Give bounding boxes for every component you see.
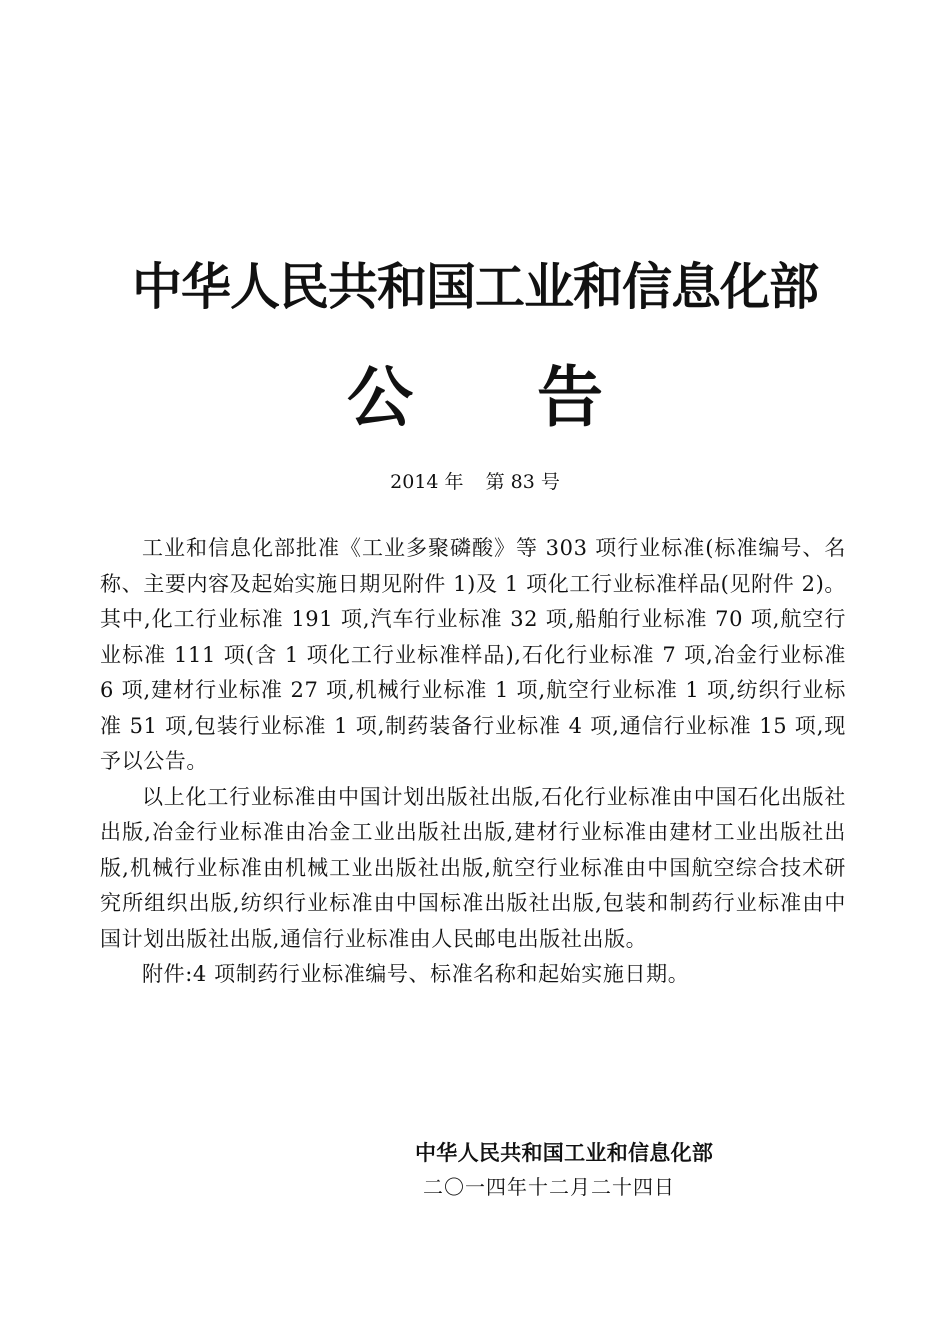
signature-organization: 中华人民共和国工业和信息化部 (415, 1141, 714, 1165)
attachment-note: 附件:4 项制药行业标准编号、标准名称和起始实施日期。 (142, 962, 690, 986)
notice-body (100, 531, 846, 993)
signature-block (415, 1136, 835, 1204)
notice-title (0, 355, 950, 441)
ministry-title: 中华人民共和国工业和信息化部 (132, 258, 818, 316)
document-number: 第 83 号 (485, 471, 560, 493)
notice-title-char-1: 公 (347, 359, 413, 436)
document-number-line (0, 466, 950, 498)
notice-title-char-2: 告 (537, 359, 603, 436)
body-paragraph-2: 以上化工行业标准由中国计划出版社出版,石化行业标准由中国石化出版社出版,冶金行业标准由冶金工业出版社出版,建材行业标准由建材工业出版社出版,机械行业标准由机械工业出版社出版,航空行业标准由中国航空综合技术研究所组织出版,纺织行业标准由中国标准出版社出版,包装和制药行业标准由中国计划出版社出版,通信行业标准由人民邮电出版社出版。 (100, 784, 846, 951)
signature-date: 二〇一四年十二月二十四日 (423, 1175, 675, 1199)
body-paragraph-1: 工业和信息化部批准《工业多聚磷酸》等 303 项行业标准(标准编号、名称、主要内容及起始实施日期见附件 1)及 1 项化工行业标准样品(见附件 2)。其中,化工行业标准 191 项,汽车行业标准 32 项,船舶行业标准 70 项,航空行业标准 111 项(含 1 项化工行业标准样品),石化行业标准 7 项,冶金行业标准 6 项,建材行业标准 27 项,机械行业标准 1 项,航空行业标准 1 项,纺织行业标准 51 项,包装行业标准 1 项,制药装备行业标准 4 项,通信行业标准 15 项,现予以公告。 (100, 536, 846, 773)
document-year: 2014 年 (390, 471, 464, 493)
